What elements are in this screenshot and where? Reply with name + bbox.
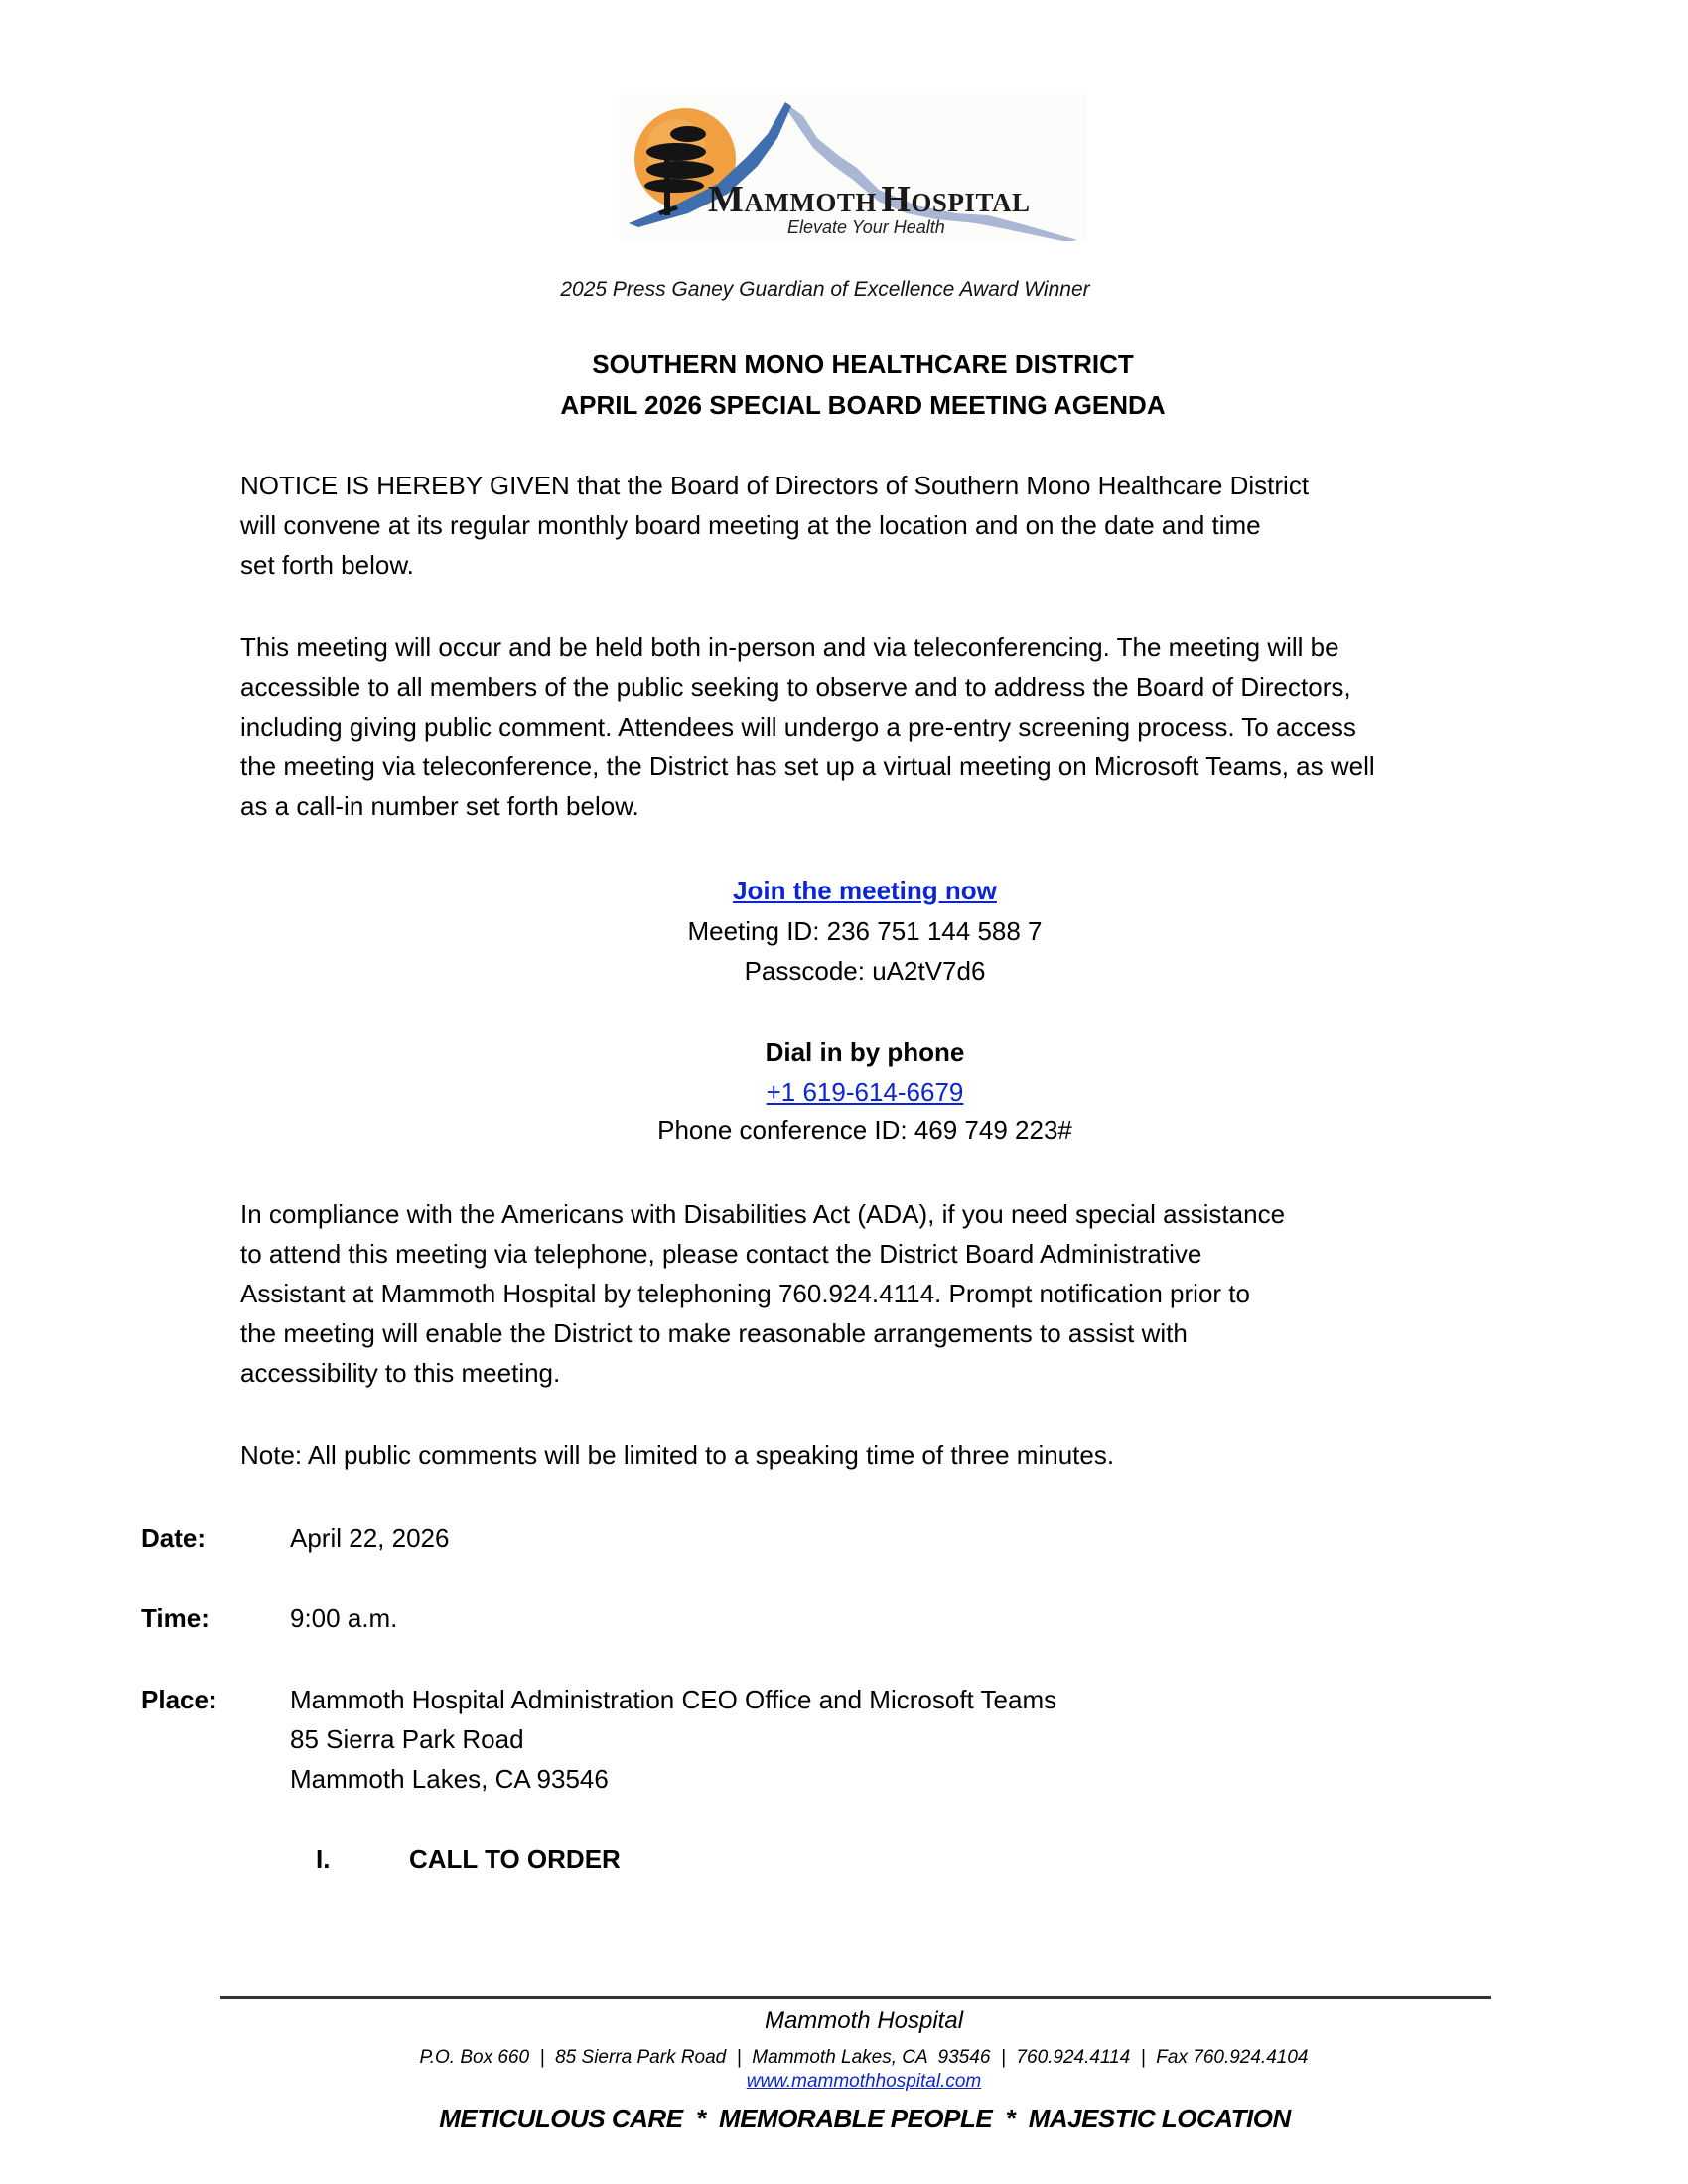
dial-in-heading: Dial in by phone (765, 1037, 965, 1067)
phone-row (0, 1072, 1688, 1112)
ada-line: the meeting will enable the District to make reasonable arrangements to assist with (240, 1318, 1188, 1348)
page-title-line-2: APRIL 2026 SPECIAL BOARD MEETING AGENDA (560, 390, 1166, 420)
website-link[interactable]: www.mammothhospital.com (746, 2071, 982, 2092)
phone-conference-id: Phone conference ID: 469 749 223# (657, 1115, 1072, 1145)
ada-line: to attend this meeting via telephone, please contact the District Board Administrative (240, 1239, 1202, 1269)
meeting-id: Meeting ID: 236 751 144 588 7 (687, 916, 1043, 946)
agenda-item-title: CALL TO ORDER (409, 1844, 621, 1874)
public-comment-note: Note: All public comments will be limited to a speaking time of three minutes. (240, 1440, 1115, 1470)
time-value: 9:00 a.m. (290, 1603, 398, 1633)
logo-tagline: Elevate Your Health (787, 217, 945, 237)
logo-name (708, 178, 1030, 221)
logo-name-rest-1: AMMOTH (744, 188, 877, 217)
place-line: Mammoth Hospital Administration CEO Office and Microsoft Teams (290, 1685, 1057, 1714)
time-label: Time: (141, 1603, 210, 1633)
footer-divider (220, 1996, 1491, 1999)
date-value: April 22, 2026 (290, 1523, 450, 1553)
place-line: Mammoth Lakes, CA 93546 (290, 1764, 609, 1794)
logo-name-rest-2: OSPITAL (911, 188, 1031, 217)
date-label: Date: (141, 1523, 207, 1553)
teleconference-line: as a call-in number set forth below. (240, 791, 639, 821)
teleconference-line: the meeting via teleconference, the District has set up a virtual meeting on Microsoft Teams, as well (240, 751, 1375, 781)
notice-line: will convene at its regular monthly board meeting at the location and on the date and time (240, 510, 1261, 540)
page-title-line-1: SOUTHERN MONO HEALTHCARE DISTRICT (592, 349, 1134, 379)
ada-line: Assistant at Mammoth Hospital by telephoning 760.924.4114. Prompt notification prior to (240, 1279, 1250, 1308)
notice-line: NOTICE IS HEREBY GIVEN that the Board of Directors of Southern Mono Healthcare District (240, 471, 1310, 500)
teleconference-line: accessible to all members of the public seeking to observe and to address the Board of Directors, (240, 672, 1351, 702)
teleconference-line: including giving public comment. Attendees will undergo a pre-entry screening process. To access (240, 712, 1356, 742)
teleconference-line: This meeting will occur and be held both in-person and via teleconferencing. The meeting will be (240, 632, 1339, 662)
logo-name-initial-1: M (708, 179, 745, 220)
footer-address: P.O. Box 660 | 85 Sierra Park Road | Mammoth Lakes, CA 93546 | 760.924.4114 | Fax 760.924.4104 (419, 2047, 1309, 2068)
phone-number-link[interactable]: +1 619-614-6679 (766, 1077, 964, 1107)
footer-hospital-name: Mammoth Hospital (764, 2007, 964, 2034)
place-line: 85 Sierra Park Road (290, 1724, 524, 1754)
join-meeting-link[interactable]: Join the meeting now (733, 876, 997, 905)
footer-tagline: METICULOUS CARE * MEMORABLE PEOPLE * MAJESTIC LOCATION (439, 2104, 1291, 2133)
ada-line: accessibility to this meeting. (240, 1358, 561, 1388)
meeting-passcode: Passcode: uA2tV7d6 (744, 956, 986, 986)
notice-line: set forth below. (240, 550, 414, 580)
place-label: Place: (141, 1685, 217, 1714)
mammoth-hospital-logo (619, 94, 1087, 241)
logo-name-initial-2: H (881, 179, 912, 220)
ada-line: In compliance with the Americans with Disabilities Act (ADA), if you need special assistance (240, 1199, 1286, 1229)
agenda-item-number: I. (316, 1844, 331, 1874)
footer-url-row (0, 2069, 1688, 2095)
award-line: 2025 Press Ganey Guardian of Excellence Award Winner (560, 278, 1090, 301)
join-meeting-row (0, 871, 1688, 910)
